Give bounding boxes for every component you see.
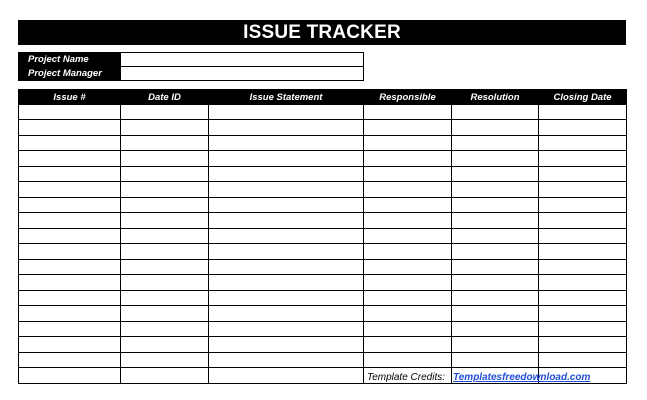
project-manager-row <box>19 67 364 81</box>
table-cell[interactable] <box>539 182 627 198</box>
table-cell[interactable] <box>19 322 121 337</box>
table-row <box>19 120 627 136</box>
table-cell[interactable] <box>539 322 627 337</box>
table-cell[interactable] <box>121 229 209 244</box>
column-header-closing-date: Closing Date <box>539 90 627 105</box>
table-cell[interactable] <box>121 136 209 151</box>
table-cell[interactable] <box>209 182 364 198</box>
template-credits <box>367 372 590 383</box>
table-cell[interactable] <box>539 244 627 260</box>
table-cell[interactable] <box>364 151 452 167</box>
table-row <box>19 322 627 337</box>
table-cell[interactable] <box>539 353 627 368</box>
table-cell[interactable] <box>539 213 627 229</box>
table-cell[interactable] <box>209 120 364 136</box>
table-cell[interactable] <box>364 260 452 275</box>
table-cell[interactable] <box>209 105 364 120</box>
project-name-field[interactable] <box>121 53 364 67</box>
table-cell[interactable] <box>121 353 209 368</box>
table-row <box>19 151 627 167</box>
table-cell[interactable] <box>121 151 209 167</box>
table-cell[interactable] <box>209 353 364 368</box>
table-row <box>19 105 627 120</box>
project-manager-label: Project Manager <box>19 67 121 81</box>
table-cell[interactable] <box>209 198 364 213</box>
table-cell[interactable] <box>209 275 364 291</box>
table-row <box>19 198 627 213</box>
table-cell[interactable] <box>19 213 121 229</box>
table-row <box>19 229 627 244</box>
table-cell[interactable] <box>19 260 121 275</box>
table-cell[interactable] <box>209 306 364 322</box>
table-cell[interactable] <box>19 105 121 120</box>
table-cell[interactable] <box>364 229 452 244</box>
table-cell[interactable] <box>452 291 539 306</box>
table-cell[interactable] <box>121 337 209 353</box>
table-cell[interactable] <box>364 322 452 337</box>
table-cell[interactable] <box>452 151 539 167</box>
credits-link[interactable]: Templatesfreedownload.com <box>453 372 591 383</box>
table-cell[interactable] <box>19 167 121 182</box>
table-cell[interactable] <box>121 275 209 291</box>
table-cell[interactable] <box>19 229 121 244</box>
table-row <box>19 213 627 229</box>
table-cell[interactable] <box>209 136 364 151</box>
table-row <box>19 291 627 306</box>
table-cell[interactable] <box>121 198 209 213</box>
table-cell[interactable] <box>19 275 121 291</box>
table-cell[interactable] <box>364 105 452 120</box>
table-row <box>19 275 627 291</box>
table-cell[interactable] <box>209 291 364 306</box>
table-cell[interactable] <box>19 306 121 322</box>
table-cell[interactable] <box>121 244 209 260</box>
issue-table-header <box>19 90 627 105</box>
table-cell[interactable] <box>364 120 452 136</box>
table-cell[interactable] <box>19 120 121 136</box>
table-row <box>19 182 627 198</box>
table-cell[interactable] <box>121 291 209 306</box>
table-cell[interactable] <box>364 136 452 151</box>
table-cell[interactable] <box>452 167 539 182</box>
table-cell[interactable] <box>209 244 364 260</box>
table-row <box>19 167 627 182</box>
credits-label: Template Credits: <box>367 372 445 383</box>
table-cell[interactable] <box>209 260 364 275</box>
table-row <box>19 260 627 275</box>
table-cell[interactable] <box>209 368 364 384</box>
table-cell[interactable] <box>539 120 627 136</box>
table-cell[interactable] <box>539 136 627 151</box>
table-cell[interactable] <box>364 198 452 213</box>
table-cell[interactable] <box>452 105 539 120</box>
table-cell[interactable] <box>452 306 539 322</box>
project-name-row <box>19 53 364 67</box>
table-cell[interactable] <box>539 306 627 322</box>
table-cell[interactable] <box>364 291 452 306</box>
column-header-date-id: Date ID <box>121 90 209 105</box>
table-row <box>19 136 627 151</box>
table-row <box>19 306 627 322</box>
table-cell[interactable] <box>452 353 539 368</box>
column-header-responsible: Responsible <box>364 90 452 105</box>
column-header-resolution: Resolution <box>452 90 539 105</box>
table-cell[interactable] <box>121 368 209 384</box>
table-cell[interactable] <box>209 337 364 353</box>
table-cell[interactable] <box>121 213 209 229</box>
column-header-issue-number: Issue # <box>19 90 121 105</box>
table-cell[interactable] <box>539 198 627 213</box>
table-cell[interactable] <box>364 337 452 353</box>
table-cell[interactable] <box>364 167 452 182</box>
table-cell[interactable] <box>539 229 627 244</box>
table-cell[interactable] <box>19 151 121 167</box>
table-cell[interactable] <box>452 322 539 337</box>
table-cell[interactable] <box>209 229 364 244</box>
table-cell[interactable] <box>539 291 627 306</box>
table-cell[interactable] <box>452 260 539 275</box>
table-cell[interactable] <box>19 136 121 151</box>
table-cell[interactable] <box>364 244 452 260</box>
table-cell[interactable] <box>19 291 121 306</box>
table-row <box>19 244 627 260</box>
table-cell[interactable] <box>452 182 539 198</box>
table-cell[interactable] <box>209 151 364 167</box>
table-cell[interactable] <box>19 337 121 353</box>
table-cell[interactable] <box>452 198 539 213</box>
table-row <box>19 353 627 368</box>
table-cell[interactable] <box>121 182 209 198</box>
page-title: ISSUE TRACKER <box>18 20 626 45</box>
table-cell[interactable] <box>121 167 209 182</box>
table-cell[interactable] <box>452 229 539 244</box>
project-name-label: Project Name <box>19 53 121 67</box>
table-row <box>19 337 627 353</box>
table-cell[interactable] <box>539 337 627 353</box>
table-cell[interactable] <box>452 136 539 151</box>
table-cell[interactable] <box>19 182 121 198</box>
table-cell[interactable] <box>19 198 121 213</box>
table-cell[interactable] <box>539 167 627 182</box>
table-cell[interactable] <box>121 105 209 120</box>
table-cell[interactable] <box>539 260 627 275</box>
table-cell[interactable] <box>452 244 539 260</box>
issue-table-body <box>19 105 627 384</box>
table-cell[interactable] <box>364 306 452 322</box>
table-cell[interactable] <box>209 213 364 229</box>
table-cell[interactable] <box>19 244 121 260</box>
column-header-issue-statement: Issue Statement <box>209 90 364 105</box>
table-cell[interactable] <box>19 353 121 368</box>
project-manager-field[interactable] <box>121 67 364 81</box>
table-cell[interactable] <box>452 120 539 136</box>
table-cell[interactable] <box>364 213 452 229</box>
table-cell[interactable] <box>539 105 627 120</box>
project-info-table <box>18 52 364 81</box>
table-cell[interactable] <box>364 275 452 291</box>
table-cell[interactable] <box>19 368 121 384</box>
table-cell[interactable] <box>209 167 364 182</box>
issue-table <box>18 89 627 384</box>
table-cell[interactable] <box>121 306 209 322</box>
table-cell[interactable] <box>121 260 209 275</box>
table-cell[interactable] <box>121 322 209 337</box>
table-cell[interactable] <box>364 182 452 198</box>
table-cell[interactable] <box>452 275 539 291</box>
table-cell[interactable] <box>121 120 209 136</box>
table-cell[interactable] <box>452 337 539 353</box>
table-cell[interactable] <box>539 275 627 291</box>
table-cell[interactable] <box>452 213 539 229</box>
table-cell[interactable] <box>209 322 364 337</box>
table-cell[interactable] <box>364 353 452 368</box>
table-cell[interactable] <box>539 151 627 167</box>
